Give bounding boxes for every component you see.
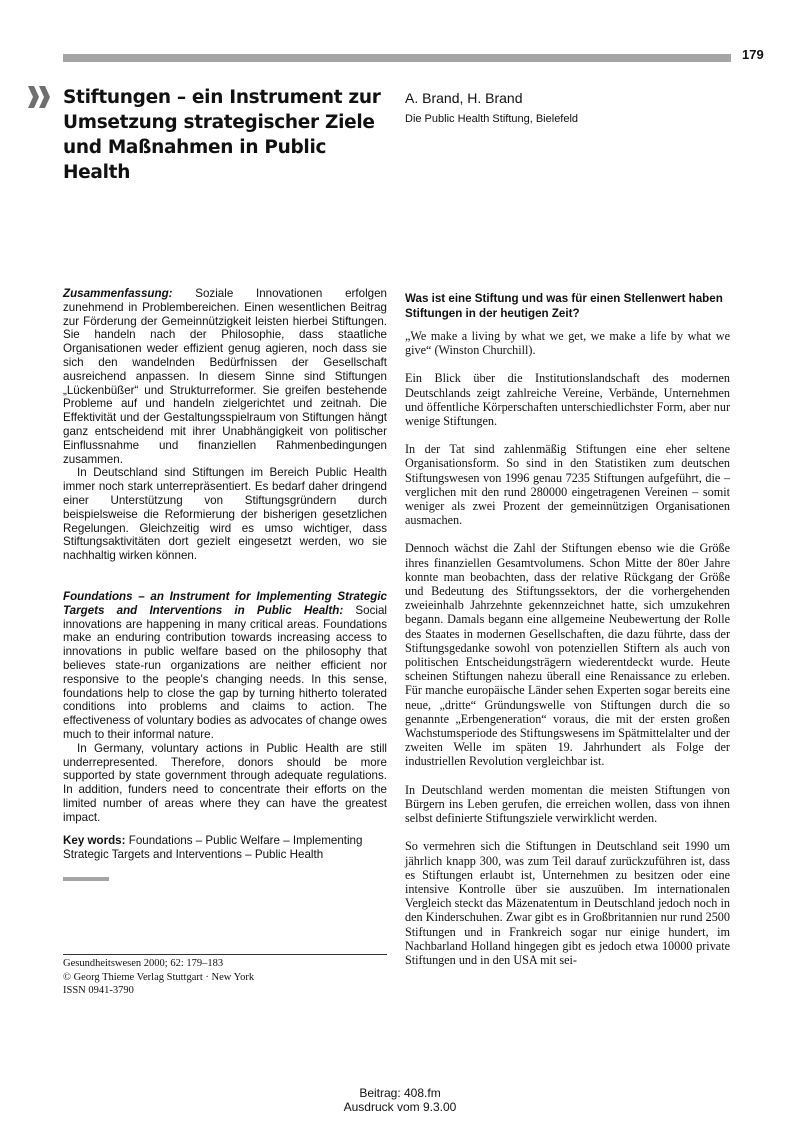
body-paragraph-1: „We make a living by what we get, we make a life by what we give“ (Winston Churchill). xyxy=(405,329,730,358)
body-paragraph-3: In der Tat sind zahlenmäßig Stiftungen eine eher seltene Organisationsform. So sind in den Statistiken zum deutschen Stiftungswesen von 1996 genau 7235 Stiftungen aufgeführt, die – verglichen mit den rund 280000 eingetragenen Vereinen – somit weniger als zwei Prozent der gemeinnützigen Organisationen ausmachen. xyxy=(405,442,730,528)
footnote-issn: ISSN 0941-3790 xyxy=(63,985,134,996)
body-column xyxy=(405,291,730,981)
body-paragraph-4: Dennoch wächst die Zahl der Stiftungen ebenso wie die Größe ihres finanziellen Gesamtvolumens. Schon Mitte der 80er Jahre konnte man beobachten, dass der relative Rückgang der Größe und Bedeutung des Stiftungssektors, der die vorhergehenden zweieinhalb Jahrzehnte gekennzeichnet hatte, sich umzukehren begann. Damals begann eine allgemeine Neubewertung der Rolle des Staates in modernen Gesellschaften, die dazu führte, dass der Stiftungsgedanke sowohl von potenziellen Stiftern als auch von politischen Entscheidungsträgern wiederentdeckt wurde. Heute scheinen Stiftungen nahezu überall eine Renaissance zu erleben. Für manche europäische Länder sehen Experten sogar bereits eine neue, „dritte“ Gründungswelle von Stiftungen durch die so genannte „Erbengeneration“ voraus, die mit der ersten großen Wachstumsperiode des Stiftungswesens im Spätmittelalter und der zweiten Welle im späten 19. Jahrhundert als Folge der industriellen Revolution vergleichbar ist. xyxy=(405,541,730,769)
abstract-english-paragraph-1: Social innovations are happening in many critical areas. Foundations make an enduring contribution towards increasing access to innovations in public welfare based on the philosophy that believes state-run organizations are neither efficient nor responsive to the people's changing needs. In this sense, foundations help to close the gap by turning hitherto tolerated conditions into problems and claims to action. The effectiveness of voluntary bodies as advocates of change owes much to their informal nature. xyxy=(63,603,387,741)
double-chevron-icon xyxy=(28,86,52,108)
abstract-german xyxy=(63,287,387,563)
keywords-text: Foundations – Public Welfare – Implementing Strategic Targets and Interventions – Public Health xyxy=(63,834,363,861)
abstract-english-paragraph-2: In Germany, voluntary actions in Public Health are still underrepresented. Therefore, donors should be more supported by state government through adequate regulations. In addition, funders need to concentrate their efforts on the limited number of areas where they can have the greatest impact. xyxy=(63,741,387,824)
header-rule xyxy=(63,54,731,62)
footnote-citation: Gesundheitswesen 2000; 62: 179–183 xyxy=(63,958,224,969)
keywords-label: Key words: xyxy=(63,834,126,847)
section-heading: Was ist eine Stiftung und was für einen Stellenwert haben Stiftungen in der heutigen Zeit? xyxy=(405,292,723,320)
page-number: 179 xyxy=(742,47,764,62)
abstract-german-paragraph-2: In Deutschland sind Stiftungen im Bereich Public Health immer noch stark unterrepräsentiert. Es bedarf daher dringend einer Unterstützung von Stiftungsgründern durch beispielsweise die Reformierung der bisherigen gesetzlichen Regelungen. Gleichzeitig wird es umso wichtiger, dass Stiftungsaktivitäten dort gezielt eingesetzt werden, wo sie nachhaltig wirken können. xyxy=(63,466,387,563)
body-paragraph-5: In Deutschland werden momentan die meisten Stiftungen von Bürgern ins Leben gerufen, die erreichen wollen, dass von ihnen selbst definierte Stiftungsziele verwirklicht werden. xyxy=(405,782,730,826)
article-title: Stiftungen – ein Instrument zur Umsetzung strategischer Ziele und Maßnahmen in Public Health xyxy=(63,87,381,183)
footnote-publisher: © Georg Thieme Verlag Stuttgart · New York xyxy=(63,971,255,983)
abstract-english xyxy=(63,590,387,825)
print-info-file: Beitrag: 408.fm xyxy=(359,1086,441,1100)
abstract-german-lead: Zusammenfassung: xyxy=(63,287,173,300)
print-info xyxy=(0,1086,800,1114)
affiliation: Die Public Health Stiftung, Bielefeld xyxy=(405,113,579,125)
print-info-date: Ausdruck vom 9.3.00 xyxy=(343,1100,457,1114)
body-paragraph-6: So vermehren sich die Stiftungen in Deutschland seit 1990 um jährlich knapp 300, was zum Teil darauf zurückzuführen ist, dass es Stiftungen erlaubt ist, Unternehmen zu besitzen oder eine intensive Kontrolle über sie auszuüben. Im internationalen Vergleich steckt das Mäzenatentum in Deutschland jedoch noch in den Kinderschuhen. Zwar gibt es in Großbritannien nur rund 2500 Stiftungen und in Frankreich sogar nur einige hundert, im Nachbarland Holland hingegen gibt es jedoch etwa 10000 private Stiftungen und in den USA mit sei- xyxy=(405,839,730,967)
abstract-english-lead: Foundations – an Instrument for Implementing Strategic Targets and Interventions in Public Health: xyxy=(63,590,387,617)
authors: A. Brand, H. Brand xyxy=(405,90,523,106)
body-paragraph-2: Ein Blick über die Institutionslandschaft des modernen Deutschlands zeigt zahlreiche Vereine, Verbände, Unternehmen und öffentliche Körperschaften unterschiedlichster Form, aber nur wenige Stiftungen. xyxy=(405,371,730,429)
keywords xyxy=(63,834,387,862)
abstract-german-paragraph-1: Soziale Innovationen erfolgen zunehmend in Problembereichen. Einen wesentlichen Beitrag zur Förderung der Gemeinnützigkeit leisten hierbei Stiftungen. Sie handeln nach der Philosophie, dass staatliche Organisationen weder effizient genug agieren, noch dass sie sich den wandelnden Bedürfnissen der Gesellschaft ausreichend anpassen. In diesem Sinne sind Stiftungen „Lückenbüßer“ und Strukturreformer. Sie greifen bestehende Probleme auf und handeln zielgerichtet und zeitnah. Die Effektivität und der Gestaltungsspielraum von Stiftungen hängt ganz entscheidend mit ihrer Unabhängigkeit von politischer Einflussnahme und finanziellen Rahmenbedingungen zusammen. xyxy=(63,287,387,466)
section-divider xyxy=(63,877,109,881)
footnote-rule xyxy=(63,954,387,955)
publication-footnote xyxy=(63,957,254,998)
